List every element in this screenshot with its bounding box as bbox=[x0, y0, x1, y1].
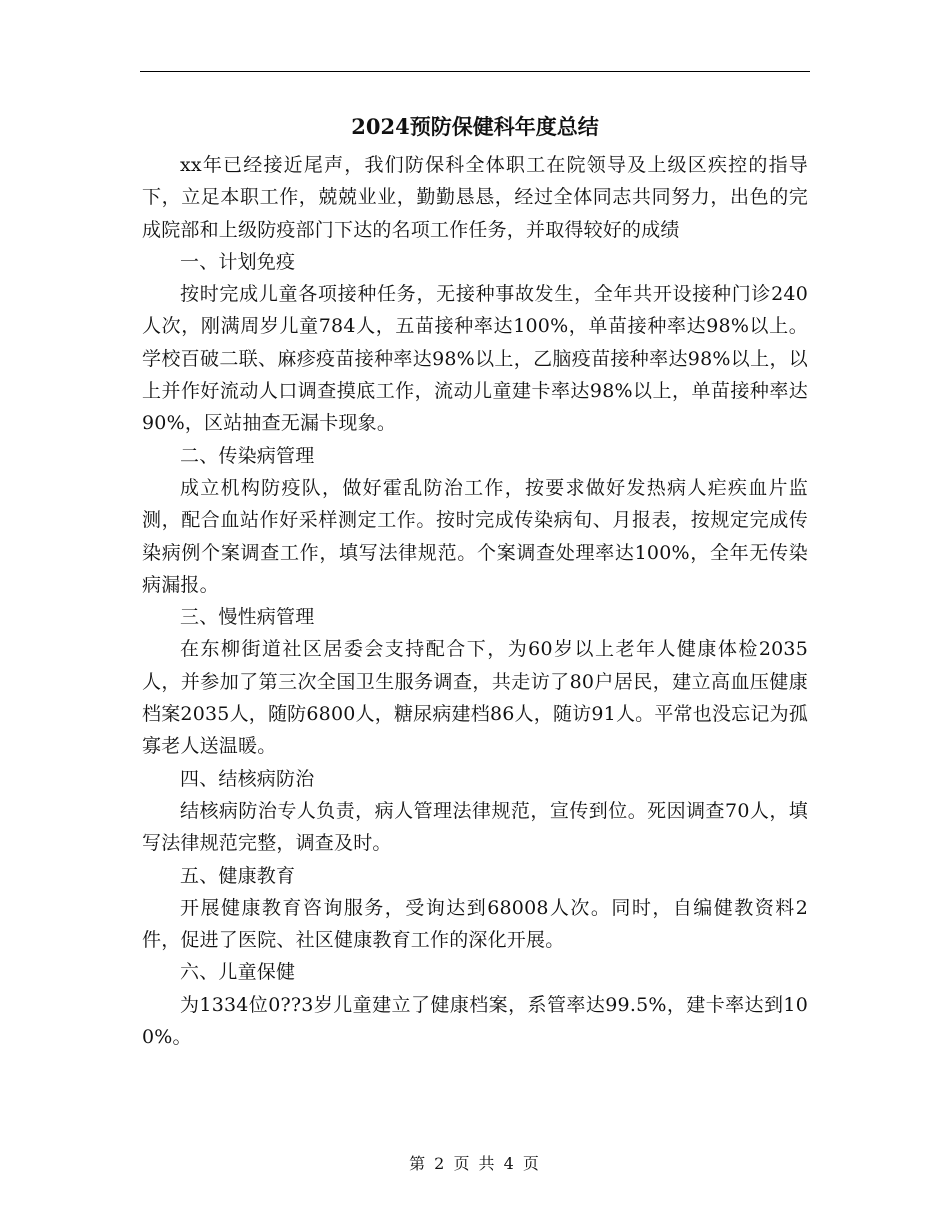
section-immunization bbox=[142, 246, 808, 440]
section-health-education bbox=[142, 860, 808, 957]
section-tuberculosis bbox=[142, 763, 808, 860]
intro-paragraph: xx年已经接近尾声，我们防保科全体职工在院领导及上级区疾控的指导下，立足本职工作，兢兢业业，勤勤恳恳，经过全体同志共同努力，出色的完成院部和上级防疫部门下达的名项工作任务，并取得较好的成绩 bbox=[142, 154, 808, 241]
section-child-health bbox=[142, 956, 808, 1053]
section-infectious-disease bbox=[142, 440, 808, 601]
section-heading: 四、结核病防治 bbox=[180, 767, 315, 790]
section-paragraph: 为1334位0??3岁儿童建立了健康档案，系管率达99.5%，建卡率达到100%。 bbox=[142, 993, 808, 1049]
document-body bbox=[142, 108, 808, 1053]
section-heading: 五、健康教育 bbox=[180, 864, 296, 887]
section-heading: 六、儿童保健 bbox=[180, 961, 296, 984]
section-paragraph: 在东柳街道社区居委会支持配合下，为60岁以上老年人健康体检2035人，并参加了第三次全国卫生服务调查，共走访了80户居民，建立高血压健康档案2035人，随防6800人，糖尿病建档86人，随访91人。平常也没忘记为孤寡老人送温暖。 bbox=[142, 638, 808, 758]
header-rule bbox=[140, 71, 810, 72]
section-heading: 一、计划免疫 bbox=[180, 250, 296, 273]
section-paragraph: 结核病防治专人负责，病人管理法律规范，宣传到位。死因调查70人，填写法律规范完整，调查及时。 bbox=[142, 799, 808, 855]
section-heading: 二、传染病管理 bbox=[180, 444, 315, 467]
document-title: 2024预防保健科年度总结 bbox=[351, 114, 599, 139]
section-chronic-disease bbox=[142, 601, 808, 762]
section-paragraph: 按时完成儿童各项接种任务，无接种事故发生，全年共开设接种门诊240人次，刚满周岁儿童784人，五苗接种率达100%，单苗接种率达98%以上。学校百破二联、麻疹疫苗接种率达98%以上，乙脑疫苗接种率达98%以上，以上并作好流动人口调查摸底工作，流动儿童建卡率达98%以上，单苗接种率达90%，区站抽查无漏卡现象。 bbox=[142, 283, 808, 435]
page-number: 第 2 页 共 4 页 bbox=[409, 1154, 541, 1173]
section-paragraph: 成立机构防疫队，做好霍乱防治工作，按要求做好发热病人疟疾血片监测，配合血站作好采样测定工作。按时完成传染病旬、月报表，按规定完成传染病例个案调查工作，填写法律规范。个案调查处理率达100%，全年无传染病漏报。 bbox=[142, 476, 808, 596]
section-heading: 三、慢性病管理 bbox=[180, 606, 315, 629]
section-paragraph: 开展健康教育咨询服务，受询达到68008人次。同时，自编健教资料2件，促进了医院、社区健康教育工作的深化开展。 bbox=[142, 896, 808, 952]
